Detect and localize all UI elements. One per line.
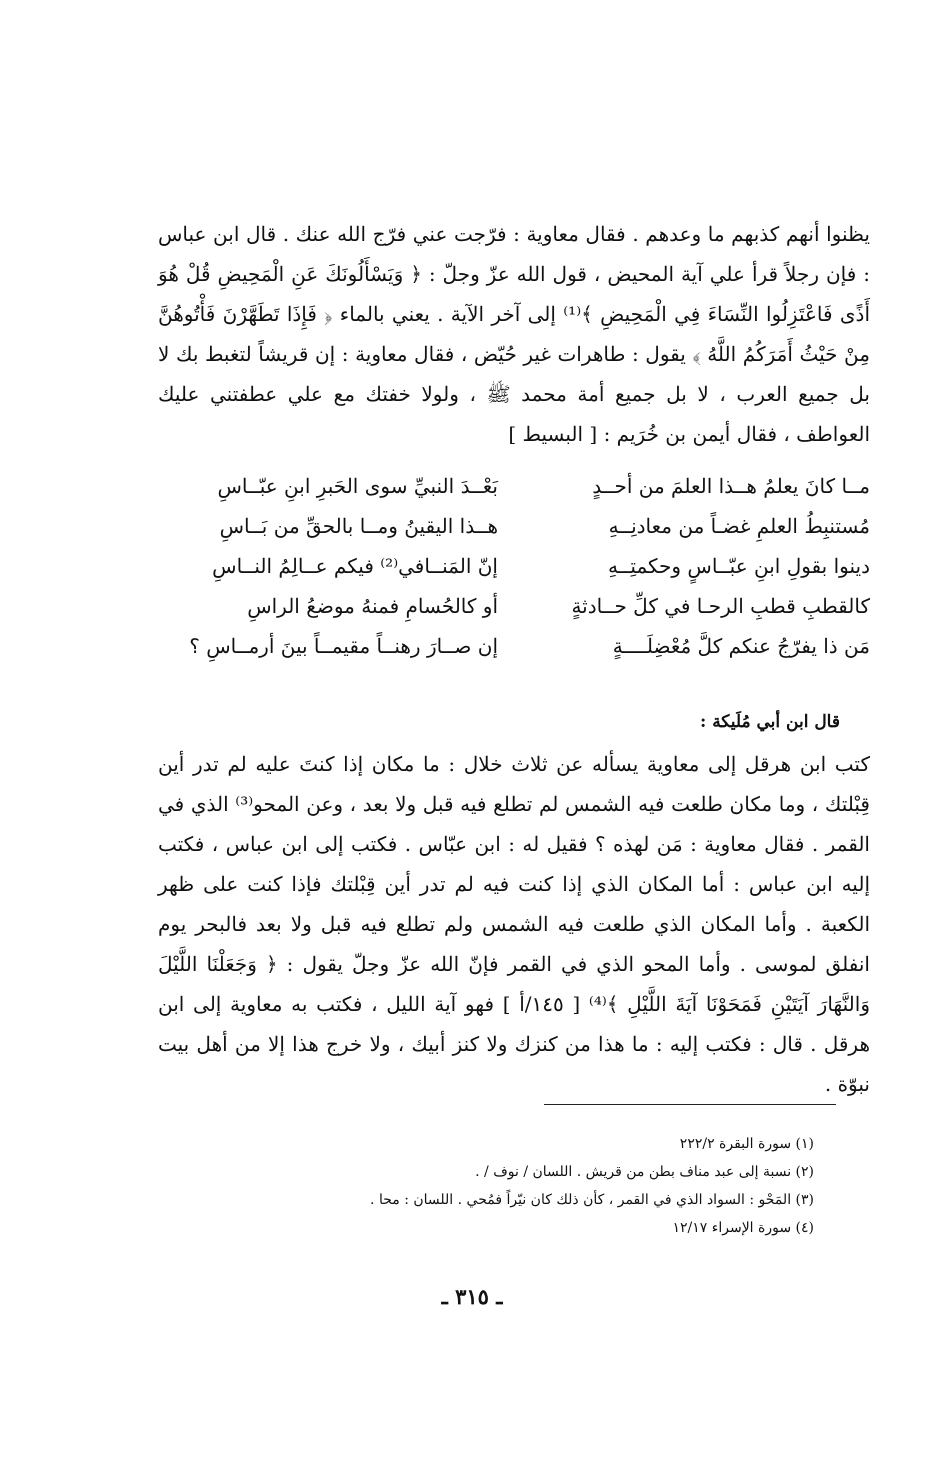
paragraph-2-text: كتب ابن هرقل إلى معاوية يسأله عن ثلاث خلال : ما مكان إذا كنتَ عليه لم تدر أين قِبْلتك ، وما مكان طلعت فيه الشمس لم تطلع فيه قبل ولا بعد ، وعن المحو⁽³⁾ الذي في القمر . فقال معاوية : مَن لهذه ؟ فقيل له : ابن عبّاس . فكتب إلى ابن عباس ، فكتب إليه ابن عباس : أما المكان الذي إذا كنت فيه لم تدر أين قِبْلتك فإذا كنت على ظهر الكعبة . وأما المكان الذي طلعت فيه الشمس ولم تطلع فيه قبل ولا بعد فالبحر يوم انفلق لموسى . وأما المحو الذي في القمر فإنّ الله عزّ وجلّ يقول : ﴿ وَجَعَلْنَا اللَّيْلَ وَالنَّهَارَ آيَتَيْنِ فَمَحَوْنَا آيَةَ اللَّيْلِ ﴾⁽⁴⁾ [ ١٤٥/أ ] فهو آية الليل ، فكتب به معاوية إلى ابن هرقل . قال : فكتب إليه : ما هذا من كنزك ولا كنز أبيك ، ولا خرج هذا إلا من أهل بيت نبوّة .	[158, 752, 870, 1096]
verse-first-hemistich: مُستنبِطُ العلمِ غضـاً من معادنِــهِ	[608, 514, 870, 538]
verse-second-hemistich: إنّ المَنــافي⁽²⁾ فيكم عــالِمُ النــاسِ	[212, 554, 498, 578]
paragraph-1	[158, 214, 870, 454]
verse-second-hemistich: إن صــارَ رهنــاً مقيمــاً بينَ أرمــاسِ ؟	[189, 634, 498, 658]
verse-second-hemistich: هــذا اليقينُ ومــا بالحقِّ من بَــاسِ	[219, 514, 498, 538]
footnote-2: (٢) نسبة إلى عبد مناف بطن من قريش . اللسان / نوف / .	[475, 1164, 814, 1180]
footnote-divider	[544, 1104, 836, 1105]
page-number: ـ ٣١٥ ـ	[441, 1284, 503, 1309]
footnote-3: (٣) المَحْو : السواد الذي في القمر ، كأن ذلك كان نيّراً فمُحي . اللسان : محا .	[370, 1192, 814, 1208]
footnote-4: (٤) سورة الإسراء ١٢/١٧	[672, 1220, 814, 1236]
section-heading: قال ابن أبي مُلَيكة :	[700, 712, 840, 732]
verse-first-hemistich: دينوا بقولِ ابنِ عبّــاسٍ وحكمتِــهِ	[607, 554, 870, 578]
verse-first-hemistich: كالقطبِ قطبِ الرحـا في كلِّ حــادثةٍ	[571, 594, 870, 618]
verse-second-hemistich: بَعْــدَ النبيِّ سوى الحَبرِ ابنِ عبّــاسِ	[217, 474, 498, 498]
paragraph-2	[158, 744, 870, 1104]
verse-second-hemistich: أو كالحُسامِ فمنهُ موضعُ الراسِ	[247, 594, 498, 618]
verse-first-hemistich: مــا كانَ يعلمُ هــذا العلمَ من أحــدٍ	[592, 474, 870, 498]
paragraph-1-text: يظنوا أنهم كذبهم ما وعدهم . فقال معاوية : فرّجت عني فرّج الله عنك . قال ابن عباس : فإن رجلاً قرأ علي آية المحيض ، قول الله عزّ وجلّ : ﴿ وَيَسْأَلُونَكَ عَنِ الْمَحِيضِ قُلْ هُوَ أَذًى فَاعْتَزِلُوا النِّسَاءَ فِي الْمَحِيضِ ﴾⁽¹⁾ إلى آخر الآية . يعني بالماء ﴿ فَإِذَا تَطَهَّرْنَ فَأْتُوهُنَّ مِنْ حَيْثُ أَمَرَكُمُ اللَّهُ ﴾ يقول : طاهرات غير حُيّض ، فقال معاوية : إن قريشاً لتغبط بك لا بل جميع العرب ، لا بل جميع أمة محمد ﷺ ، ولولا خفتك مع علي عطفتني عليك العواطف ، فقال أيمن بن خُرَيم : [ البسيط ]	[158, 222, 871, 446]
verse-row	[158, 634, 870, 674]
footnote-1: (١) سورة البقرة ٢٢٢/٢	[679, 1136, 814, 1152]
verse-row	[158, 554, 870, 594]
verse-row	[158, 514, 870, 554]
footnotes	[158, 1130, 814, 1242]
verse-row	[158, 594, 870, 634]
verse-row	[158, 474, 870, 514]
verse-first-hemistich: مَن ذا يفرّجُ عنكم كلَّ مُعْضِلَــــةٍ	[612, 634, 870, 658]
poem-verses	[158, 474, 870, 674]
